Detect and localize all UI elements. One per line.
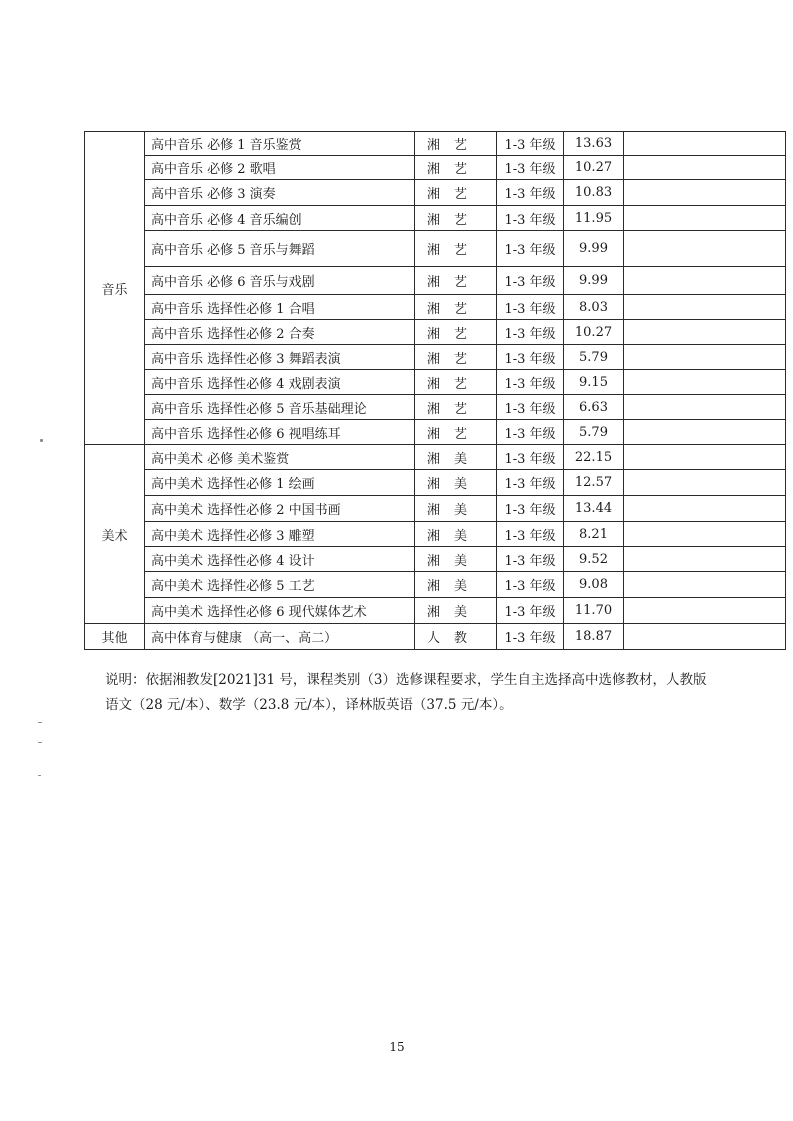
publisher-cell: 湘艺 bbox=[415, 267, 497, 295]
price-cell: 8.21 bbox=[564, 522, 624, 547]
price-cell: 10.83 bbox=[564, 180, 624, 206]
table-row bbox=[85, 470, 786, 496]
grade-cell: 1-3 年级 bbox=[497, 420, 564, 445]
remarks-cell bbox=[624, 132, 786, 156]
scan-speck bbox=[38, 722, 42, 723]
scan-speck bbox=[38, 775, 41, 776]
publisher-cell: 湘美 bbox=[415, 572, 497, 598]
price-cell: 9.08 bbox=[564, 572, 624, 598]
publisher-cell: 湘美 bbox=[415, 522, 497, 547]
book-title-cell: 高中音乐 必修 1 音乐鉴赏 bbox=[145, 132, 415, 156]
table-row bbox=[85, 132, 786, 156]
price-cell: 10.27 bbox=[564, 156, 624, 180]
table-row bbox=[85, 445, 786, 470]
remarks-cell bbox=[624, 267, 786, 295]
remarks-cell bbox=[624, 420, 786, 445]
remarks-cell bbox=[624, 522, 786, 547]
table-row bbox=[85, 420, 786, 445]
remarks-cell bbox=[624, 206, 786, 231]
price-cell: 9.52 bbox=[564, 547, 624, 572]
book-title-cell: 高中美术 选择性必修 3 雕塑 bbox=[145, 522, 415, 547]
remarks-cell bbox=[624, 470, 786, 496]
grade-cell: 1-3 年级 bbox=[497, 572, 564, 598]
table-row bbox=[85, 320, 786, 345]
grade-cell: 1-3 年级 bbox=[497, 445, 564, 470]
table-row bbox=[85, 267, 786, 295]
remarks-cell bbox=[624, 370, 786, 395]
table-row bbox=[85, 206, 786, 231]
book-title-cell: 高中音乐 选择性必修 4 戏剧表演 bbox=[145, 370, 415, 395]
grade-cell: 1-3 年级 bbox=[497, 598, 564, 624]
publisher-cell: 湘艺 bbox=[415, 156, 497, 180]
price-cell: 9.99 bbox=[564, 267, 624, 295]
remarks-cell bbox=[624, 496, 786, 522]
scan-speck bbox=[40, 439, 43, 442]
scan-speck bbox=[38, 742, 42, 743]
book-title-cell: 高中音乐 必修 6 音乐与戏剧 bbox=[145, 267, 415, 295]
book-title-cell: 高中美术 选择性必修 5 工艺 bbox=[145, 572, 415, 598]
book-title-cell: 高中音乐 必修 5 音乐与舞蹈 bbox=[145, 231, 415, 267]
grade-cell: 1-3 年级 bbox=[497, 231, 564, 267]
table-row bbox=[85, 624, 786, 650]
grade-cell: 1-3 年级 bbox=[497, 156, 564, 180]
table-row bbox=[85, 395, 786, 420]
grade-cell: 1-3 年级 bbox=[497, 132, 564, 156]
publisher-cell: 湘艺 bbox=[415, 206, 497, 231]
publisher-cell: 湘美 bbox=[415, 496, 497, 522]
table-row bbox=[85, 598, 786, 624]
publisher-cell: 湘艺 bbox=[415, 231, 497, 267]
book-title-cell: 高中美术 选择性必修 2 中国书画 bbox=[145, 496, 415, 522]
publisher-cell: 湘艺 bbox=[415, 395, 497, 420]
grade-cell: 1-3 年级 bbox=[497, 370, 564, 395]
grade-cell: 1-3 年级 bbox=[497, 547, 564, 572]
publisher-cell: 湘艺 bbox=[415, 345, 497, 370]
grade-cell: 1-3 年级 bbox=[497, 345, 564, 370]
publisher-cell: 湘艺 bbox=[415, 370, 497, 395]
grade-cell: 1-3 年级 bbox=[497, 470, 564, 496]
remarks-cell bbox=[624, 345, 786, 370]
price-cell: 6.63 bbox=[564, 395, 624, 420]
book-title-cell: 高中美术 必修 美术鉴赏 bbox=[145, 445, 415, 470]
book-title-cell: 高中音乐 选择性必修 5 音乐基础理论 bbox=[145, 395, 415, 420]
note-line-2: 语文（28 元/本）、数学（23.8 元/本），译林版英语（37.5 元/本）。 bbox=[105, 697, 513, 713]
remarks-cell bbox=[624, 547, 786, 572]
book-title-cell: 高中音乐 选择性必修 2 合奏 bbox=[145, 320, 415, 345]
grade-cell: 1-3 年级 bbox=[497, 267, 564, 295]
table-row bbox=[85, 522, 786, 547]
table-row bbox=[85, 345, 786, 370]
grade-cell: 1-3 年级 bbox=[497, 180, 564, 206]
book-title-cell: 高中美术 选择性必修 4 设计 bbox=[145, 547, 415, 572]
table-row bbox=[85, 180, 786, 206]
book-title-cell: 高中音乐 选择性必修 3 舞蹈表演 bbox=[145, 345, 415, 370]
book-title-cell: 高中美术 选择性必修 1 绘画 bbox=[145, 470, 415, 496]
book-title-cell: 高中美术 选择性必修 6 现代媒体艺术 bbox=[145, 598, 415, 624]
grade-cell: 1-3 年级 bbox=[497, 320, 564, 345]
grade-cell: 1-3 年级 bbox=[497, 522, 564, 547]
category-cell: 音乐 bbox=[85, 132, 145, 445]
publisher-cell: 湘艺 bbox=[415, 180, 497, 206]
book-title-cell: 高中音乐 选择性必修 1 合唱 bbox=[145, 295, 415, 320]
price-cell: 10.27 bbox=[564, 320, 624, 345]
table-row bbox=[85, 496, 786, 522]
category-cell: 美术 bbox=[85, 445, 145, 624]
note-line-1: 说明：依据湘教发[2021]31 号，课程类别（3）选修课程要求，学生自主选择高中选修教材，人教版 bbox=[105, 672, 707, 688]
price-cell: 11.95 bbox=[564, 206, 624, 231]
remarks-cell bbox=[624, 624, 786, 650]
publisher-cell: 湘艺 bbox=[415, 420, 497, 445]
price-cell: 13.44 bbox=[564, 496, 624, 522]
price-cell: 11.70 bbox=[564, 598, 624, 624]
grade-cell: 1-3 年级 bbox=[497, 395, 564, 420]
remarks-cell bbox=[624, 320, 786, 345]
remarks-cell bbox=[624, 231, 786, 267]
remarks-cell bbox=[624, 180, 786, 206]
price-cell: 18.87 bbox=[564, 624, 624, 650]
publisher-cell: 湘艺 bbox=[415, 295, 497, 320]
publisher-cell: 湘艺 bbox=[415, 320, 497, 345]
table-row bbox=[85, 295, 786, 320]
book-title-cell: 高中音乐 必修 3 演奏 bbox=[145, 180, 415, 206]
price-cell: 9.99 bbox=[564, 231, 624, 267]
remarks-cell bbox=[624, 156, 786, 180]
book-title-cell: 高中音乐 必修 4 音乐编创 bbox=[145, 206, 415, 231]
publisher-cell: 湘美 bbox=[415, 598, 497, 624]
table-row bbox=[85, 370, 786, 395]
page-number: 15 bbox=[389, 1040, 405, 1054]
book-title-cell: 高中音乐 必修 2 歌唱 bbox=[145, 156, 415, 180]
remarks-cell bbox=[624, 445, 786, 470]
table-row bbox=[85, 156, 786, 180]
grade-cell: 1-3 年级 bbox=[497, 624, 564, 650]
table-row bbox=[85, 547, 786, 572]
remarks-cell bbox=[624, 598, 786, 624]
price-cell: 5.79 bbox=[564, 420, 624, 445]
price-cell: 9.15 bbox=[564, 370, 624, 395]
category-cell: 其他 bbox=[85, 624, 145, 650]
grade-cell: 1-3 年级 bbox=[497, 206, 564, 231]
publisher-cell: 湘美 bbox=[415, 470, 497, 496]
remarks-cell bbox=[624, 572, 786, 598]
book-title-cell: 高中体育与健康 （高一、高二） bbox=[145, 624, 415, 650]
book-title-cell: 高中音乐 选择性必修 6 视唱练耳 bbox=[145, 420, 415, 445]
price-cell: 13.63 bbox=[564, 132, 624, 156]
grade-cell: 1-3 年级 bbox=[497, 295, 564, 320]
publisher-cell: 湘美 bbox=[415, 445, 497, 470]
price-cell: 5.79 bbox=[564, 345, 624, 370]
price-cell: 8.03 bbox=[564, 295, 624, 320]
grade-cell: 1-3 年级 bbox=[497, 496, 564, 522]
price-cell: 22.15 bbox=[564, 445, 624, 470]
explanatory-note bbox=[105, 668, 745, 718]
remarks-cell bbox=[624, 395, 786, 420]
remarks-cell bbox=[624, 295, 786, 320]
publisher-cell: 人教 bbox=[415, 624, 497, 650]
price-cell: 12.57 bbox=[564, 470, 624, 496]
publisher-cell: 湘美 bbox=[415, 547, 497, 572]
table-row bbox=[85, 231, 786, 267]
publisher-cell: 湘艺 bbox=[415, 132, 497, 156]
textbook-table bbox=[84, 131, 786, 650]
table-row bbox=[85, 572, 786, 598]
